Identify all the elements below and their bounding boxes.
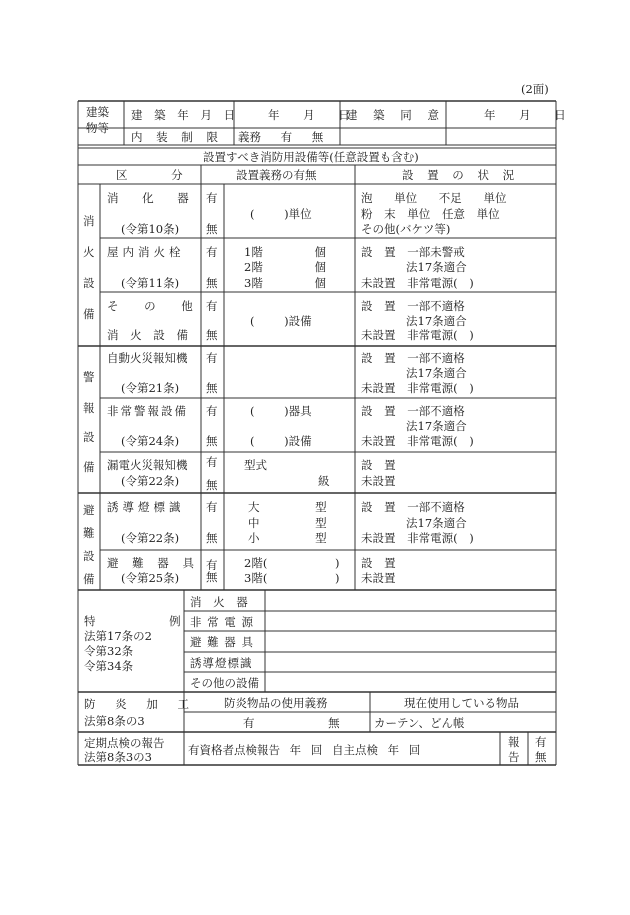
item-guide-light-sign: 誘導燈標識 <box>107 500 185 514</box>
group-alarm-char-4: 備 <box>83 460 95 474</box>
none-fire-extinguisher: 無 <box>206 222 218 236</box>
exception-item-guide-light: 誘導燈標識 <box>190 656 253 670</box>
article-auto-fire-alarm: (令第21条) <box>121 381 180 395</box>
detail-fire-extinguisher-units: ( )単位 <box>250 207 312 221</box>
inspection-law: 法第8条3の3 <box>84 750 152 764</box>
exceptions-title: 特 例 <box>84 614 181 628</box>
status-other-art17: 法17条適合 <box>406 314 467 328</box>
article-fire-extinguisher: (令第10条) <box>121 222 180 236</box>
group-evac-char-1: 避 <box>83 503 95 517</box>
group-fire-char-4: 備 <box>83 307 95 321</box>
fireproof-duty-label: 防炎物品の使用義務 <box>224 696 328 710</box>
none-indoor-hydrant: 無 <box>206 276 218 290</box>
status-alarm-not-installed: 未設置 非常電源( ) <box>361 381 474 395</box>
status-emergency-installed: 設 置 一部不適格 <box>361 404 465 418</box>
have-evacuation-equipment: 有 <box>206 558 218 572</box>
page-marker: (2面) <box>521 82 549 96</box>
detail-guide-medium: 中 型 <box>248 516 327 530</box>
detail-hydrant-floor-1: 1階 個 <box>244 245 326 259</box>
group-fire-char-2: 火 <box>83 245 95 259</box>
group-alarm-char-2: 報 <box>83 401 95 415</box>
status-powder: 粉 末 単位 任意 単位 <box>361 207 500 221</box>
group-evac-char-4: 備 <box>83 572 95 586</box>
item-fire-extinguisher: 消 化 器 <box>107 191 189 205</box>
article-guide-light-sign: (令第22条) <box>121 531 180 545</box>
item-emergency-alarm: 非常警報設備 <box>107 404 188 418</box>
status-leakage-not-installed: 未設置 <box>361 474 396 488</box>
status-other-buckets: その他(バケツ等) <box>361 222 451 236</box>
status-guide-art17: 法17条適合 <box>406 516 467 530</box>
detail-guide-large: 大 型 <box>248 500 327 514</box>
building-label: 建築物等 <box>86 105 109 135</box>
status-alarm-art17: 法17条適合 <box>406 366 467 380</box>
exceptions-law-3: 令第34条 <box>84 659 134 673</box>
item-auto-fire-alarm: 自動火災報知機 <box>107 351 188 365</box>
exception-item-other: その他の設備 <box>190 676 259 690</box>
interior-label: 内 装 制 限 <box>131 130 218 144</box>
none-emergency-alarm: 無 <box>206 434 218 448</box>
status-evac-not-installed: 未設置 <box>361 571 396 585</box>
group-alarm-char-3: 設 <box>83 430 95 444</box>
item-other-fire-equipment: そ の 他 <box>107 299 193 313</box>
detail-other-fire-equipment: ( )設備 <box>250 314 312 328</box>
have-guide-light-sign: 有 <box>206 500 218 514</box>
detail-leakage-class: 級 <box>318 474 330 488</box>
report-none: 無 <box>535 750 547 764</box>
consent-label: 建 築 同 意 <box>346 108 439 122</box>
status-hydrant-installed: 設 置 一部未警戒 <box>361 245 465 259</box>
none-other-fire-equipment: 無 <box>206 328 218 342</box>
report-label-char-2: 告 <box>508 750 520 764</box>
report-label-char-1: 報 <box>508 735 520 749</box>
status-other-installed: 設 置 一部不適格 <box>361 299 465 313</box>
have-fire-extinguisher: 有 <box>206 191 218 205</box>
status-emergency-art17: 法17条適合 <box>406 419 467 433</box>
status-emergency-not-installed: 未設置 非常電源( ) <box>361 434 474 448</box>
status-guide-installed: 設 置 一部不適格 <box>361 500 465 514</box>
status-hydrant-art17: 法17条適合 <box>406 260 467 274</box>
status-guide-not-installed: 未設置 非常電源( ) <box>361 531 474 545</box>
detail-hydrant-floor-3: 3階 個 <box>244 276 326 290</box>
group-evac-char-2: 難 <box>83 526 95 540</box>
interior-duty: 義務 有 無 <box>238 130 324 144</box>
inspection-content: 有資格者点検報告 年 回 自主点検 年 回 <box>188 743 421 757</box>
article-other-fire-equipment: 消 火 設 備 <box>107 328 188 342</box>
detail-guide-small: 小 型 <box>248 531 327 545</box>
exceptions-law-2: 令第32条 <box>84 644 134 658</box>
fireproof-current-value: カーテン、どん帳 <box>374 716 465 730</box>
header-duty: 設置義務の有無 <box>236 168 317 182</box>
exception-item-evacuation: 避 難 器 具 <box>190 635 253 649</box>
have-auto-fire-alarm: 有 <box>206 351 218 365</box>
have-leakage-fire-alarm: 有 <box>206 455 218 469</box>
exception-item-fire-extinguisher: 消 火 器 <box>190 595 248 609</box>
item-indoor-hydrant: 屋内消火栓 <box>107 245 185 259</box>
status-foam: 泡 単位 不足 単位 <box>361 191 507 205</box>
detail-evac-floor-2: 2階( ) <box>244 556 340 570</box>
built-date-value: 年 月 日 <box>268 108 350 122</box>
detail-alarm-equipment: ( )設備 <box>250 434 312 448</box>
status-leakage-installed: 設 置 <box>361 458 396 472</box>
header-status: 設 置 の 状 況 <box>402 168 515 182</box>
header-category: 区 分 <box>116 168 183 182</box>
built-date-label: 建 築 年 月 日 <box>131 108 240 122</box>
exception-item-emergency-power: 非 常 電 源 <box>190 615 253 629</box>
status-other-not-installed: 未設置 非常電源( ) <box>361 328 474 342</box>
fireproof-current-label: 現在使用している物品 <box>404 696 519 710</box>
group-fire-char-1: 消 <box>83 214 95 228</box>
equipment-title: 設置すべき消防用設備等(任意設置も含む) <box>203 150 419 164</box>
detail-hydrant-floor-2: 2階 個 <box>244 260 326 274</box>
status-alarm-installed: 設 置 一部不適格 <box>361 351 465 365</box>
article-indoor-hydrant: (令第11条) <box>121 276 180 290</box>
none-leakage-fire-alarm: 無 <box>206 478 218 492</box>
consent-value: 年 月 日 <box>484 108 566 122</box>
detail-alarm-devices: ( )器具 <box>250 404 312 418</box>
group-alarm-char-1: 警 <box>83 370 95 384</box>
none-guide-light-sign: 無 <box>206 531 218 545</box>
article-evacuation-equipment: (令第25条) <box>121 571 180 585</box>
item-evacuation-equipment: 避 難 器 具 <box>107 556 194 570</box>
have-indoor-hydrant: 有 <box>206 245 218 259</box>
group-fire-char-3: 設 <box>83 276 95 290</box>
status-hydrant-not-installed: 未設置 非常電源( ) <box>361 276 474 290</box>
have-other-fire-equipment: 有 <box>206 299 218 313</box>
detail-leakage-type: 型式 <box>244 458 267 472</box>
article-leakage-fire-alarm: (令第22条) <box>121 474 180 488</box>
fireproof-duty-values: 有 無 <box>243 716 340 730</box>
exceptions-law-1: 法第17条の2 <box>84 629 152 643</box>
status-evac-installed: 設 置 <box>361 556 396 570</box>
none-auto-fire-alarm: 無 <box>206 381 218 395</box>
have-emergency-alarm: 有 <box>206 404 218 418</box>
item-leakage-fire-alarm: 漏電火災報知機 <box>107 458 188 472</box>
detail-evac-floor-3: 3階( ) <box>244 571 340 585</box>
inspection-title: 定期点検の報告 <box>84 736 165 750</box>
group-evac-char-3: 設 <box>83 549 95 563</box>
report-have: 有 <box>535 735 547 749</box>
none-evacuation-equipment: 無 <box>206 570 218 584</box>
fireproof-title: 防 炎 加 工 <box>84 697 189 711</box>
article-emergency-alarm: (令第24条) <box>121 434 180 448</box>
fireproof-law: 法第8条の3 <box>84 714 145 728</box>
